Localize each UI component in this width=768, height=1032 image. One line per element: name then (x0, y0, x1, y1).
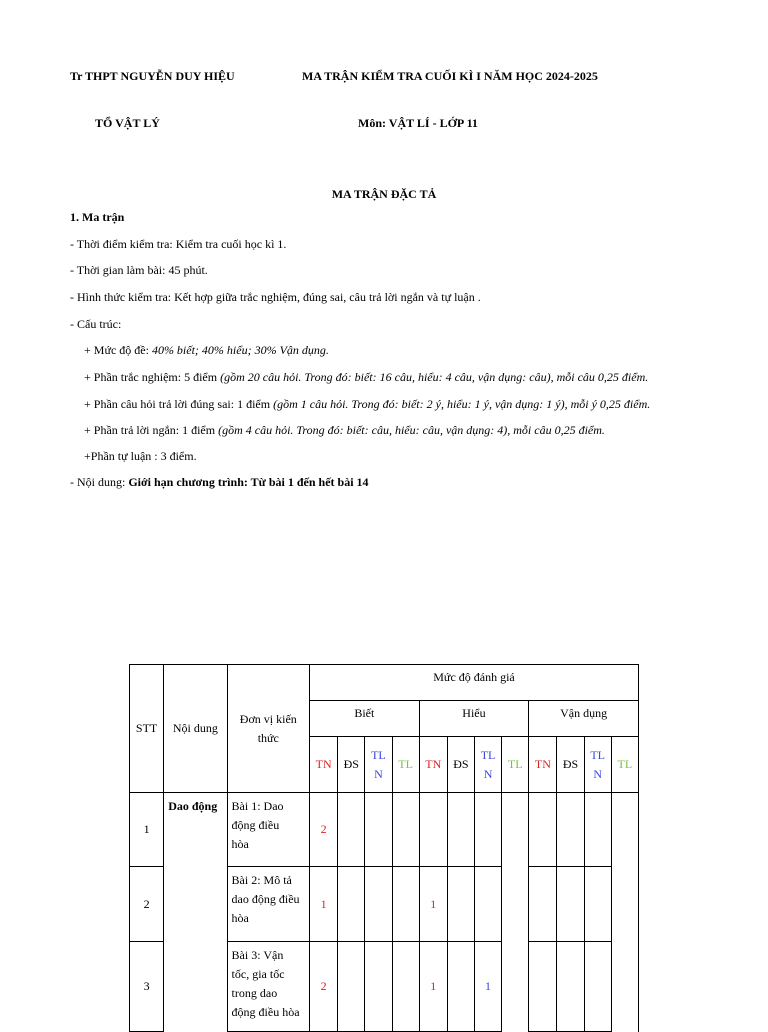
sub-header-tl: TL (392, 737, 419, 793)
info-short-prefix: + Phần trả lời ngắn: 1 điểm (84, 423, 219, 437)
cell-know-tln (365, 942, 392, 1032)
info-mc-detail: (gồm 20 câu hỏi. Trong đó: biết: 16 câu, hiểu: 4 câu, vận dụng: câu), mỗi câu 0,25 điểm. (220, 370, 649, 384)
cell-know-tn: 2 (310, 793, 338, 867)
cell-understand-tn: 1 (419, 942, 447, 1032)
info-tf-prefix: + Phần câu hỏi trả lời đúng sai: 1 điểm (84, 397, 274, 411)
info-tf-detail: (gồm 1 câu hỏi. Trong đó: biết: 2 ý, hiểu: 1 ý, vận dụng: 1 ý), mỗi ý 0,25 điểm. (273, 397, 651, 411)
unit-line: trong dao (231, 986, 278, 1000)
unit-line: Bài 1: Dao (231, 799, 284, 813)
info-essay: +Phần tự luận : 3 điểm. (84, 449, 197, 463)
cell-apply-ds (557, 793, 584, 867)
info-mc-prefix: + Phần trắc nghiệm: 5 điểm (84, 370, 221, 384)
document-title: MA TRẬN ĐẶC TẢ (331, 187, 437, 201)
cell-know-ds (338, 867, 365, 942)
cell-apply-tl (611, 793, 638, 1032)
unit-line: Bài 3: Vận (231, 948, 284, 962)
sub-header-ds: ĐS (338, 737, 365, 793)
sub-header-tln (365, 737, 392, 793)
info-time-point: - Thời điểm kiểm tra: Kiểm tra cuối học kì 1. (70, 237, 287, 251)
info-multiple-choice (84, 370, 648, 385)
info-structure-label: - Cấu trúc: (70, 317, 122, 331)
cell-know-tn: 1 (310, 867, 338, 942)
cell-know-ds (338, 793, 365, 867)
cell-understand-tn (419, 793, 447, 867)
school-name: Tr THPT NGUYỄN DUY HIỆU (70, 69, 235, 83)
cell-apply-tn (529, 867, 557, 942)
row-stt: 2 (130, 867, 164, 942)
unit-line: dao động điều (231, 892, 300, 906)
row-unit (227, 942, 309, 1032)
cell-know-tl (392, 942, 419, 1032)
info-format: - Hình thức kiểm tra: Kết hợp giữa trắc nghiệm, đúng sai, câu trả lời ngắn và tự luận . (70, 290, 481, 304)
unit-line: hòa (231, 837, 249, 851)
table-row (130, 793, 639, 867)
unit-line: Bài 2: Mô tả (231, 873, 292, 887)
row-stt: 3 (130, 942, 164, 1032)
row-unit (227, 793, 309, 867)
cell-apply-ds (557, 942, 584, 1032)
sub-header-tn: TN (529, 737, 557, 793)
cell-apply-ds (557, 867, 584, 942)
cell-know-ds (338, 942, 365, 1032)
sub-header-tln-bottom: N (374, 766, 383, 781)
sub-header-ds: ĐS (557, 737, 584, 793)
sub-header-tn: TN (419, 737, 447, 793)
sub-header-tln-bottom: N (483, 766, 493, 781)
unit-line: tốc, gia tốc (231, 967, 285, 981)
unit-line: động điều hòa (231, 1005, 300, 1019)
sub-header-tln-top: TL (480, 747, 496, 762)
sub-header-tln (474, 737, 501, 793)
cell-understand-tn: 1 (419, 867, 447, 942)
info-short-detail: (gồm 4 câu hỏi. Trong đó: biết: câu, hiểu: câu, vận dụng: 4), mỗi câu 0,25 điểm. (218, 423, 605, 437)
sub-header-tln-top: TL (371, 747, 386, 762)
sub-header-tln-top: TL (590, 747, 605, 762)
cell-understand-tl (502, 793, 529, 1032)
header-content: Nội dung (164, 665, 227, 793)
section-heading: 1. Ma trận (70, 210, 125, 224)
sub-header-tl: TL (502, 737, 529, 793)
sub-header-tln-bottom: N (593, 766, 602, 781)
info-duration: - Thời gian làm bài: 45 phút. (70, 263, 208, 277)
cell-apply-tln (584, 867, 611, 942)
info-level (84, 343, 329, 358)
header-knowledge-unit (227, 665, 309, 793)
info-short-answer (84, 423, 605, 438)
cell-apply-tn (529, 793, 557, 867)
info-level-detail: 40% biết; 40% hiểu; 30% Vận dụng. (151, 343, 329, 357)
row-stt: 1 (130, 793, 164, 867)
cell-know-tln (365, 867, 392, 942)
header-level-know: Biết (310, 701, 420, 737)
cell-know-tn: 2 (310, 942, 338, 1032)
info-content-prefix: - Nội dung: (70, 475, 129, 489)
info-level-prefix: + Mức độ đề: (84, 343, 152, 357)
cell-understand-tln (474, 867, 501, 942)
subject-name: Môn: VẬT LÍ - LỚP 11 (358, 116, 478, 130)
info-true-false (84, 397, 650, 412)
info-content-scope: Giới hạn chương trình: Từ bài 1 đến hết bài 14 (128, 475, 369, 489)
header-stt: STT (130, 665, 164, 793)
row-unit (227, 867, 309, 942)
sub-header-tl: TL (611, 737, 638, 793)
info-content (70, 475, 369, 490)
unit-line: động điều (231, 818, 280, 832)
header-unit-line1: Đơn vị kiến (239, 711, 297, 726)
header-unit-line2: thức (257, 730, 279, 745)
assessment-matrix-table (129, 664, 639, 1032)
cell-understand-tln (474, 793, 501, 867)
header-level-understand: Hiểu (419, 701, 529, 737)
header-level-apply: Vận dụng (529, 701, 639, 737)
header-row-1 (130, 665, 639, 701)
group-name: TỔ VẬT LÝ (95, 116, 160, 130)
cell-know-tl (392, 867, 419, 942)
cell-apply-tln (584, 942, 611, 1032)
sub-header-ds: ĐS (447, 737, 474, 793)
exam-title: MA TRẬN KIỂM TRA CUỐI KÌ I NĂM HỌC 2024-2025 (302, 69, 598, 83)
unit-line: hòa (231, 911, 249, 925)
header-assessment-level: Mức độ đánh giá (310, 665, 639, 701)
cell-apply-tln (584, 793, 611, 867)
row-topic: Dao động (164, 793, 227, 1032)
cell-understand-ds (447, 867, 474, 942)
cell-know-tl (392, 793, 419, 867)
cell-apply-tn (529, 942, 557, 1032)
cell-understand-ds (447, 793, 474, 867)
cell-understand-ds (447, 942, 474, 1032)
sub-header-tln (584, 737, 611, 793)
sub-header-tn: TN (310, 737, 338, 793)
cell-understand-tln: 1 (474, 942, 501, 1032)
cell-know-tln (365, 793, 392, 867)
